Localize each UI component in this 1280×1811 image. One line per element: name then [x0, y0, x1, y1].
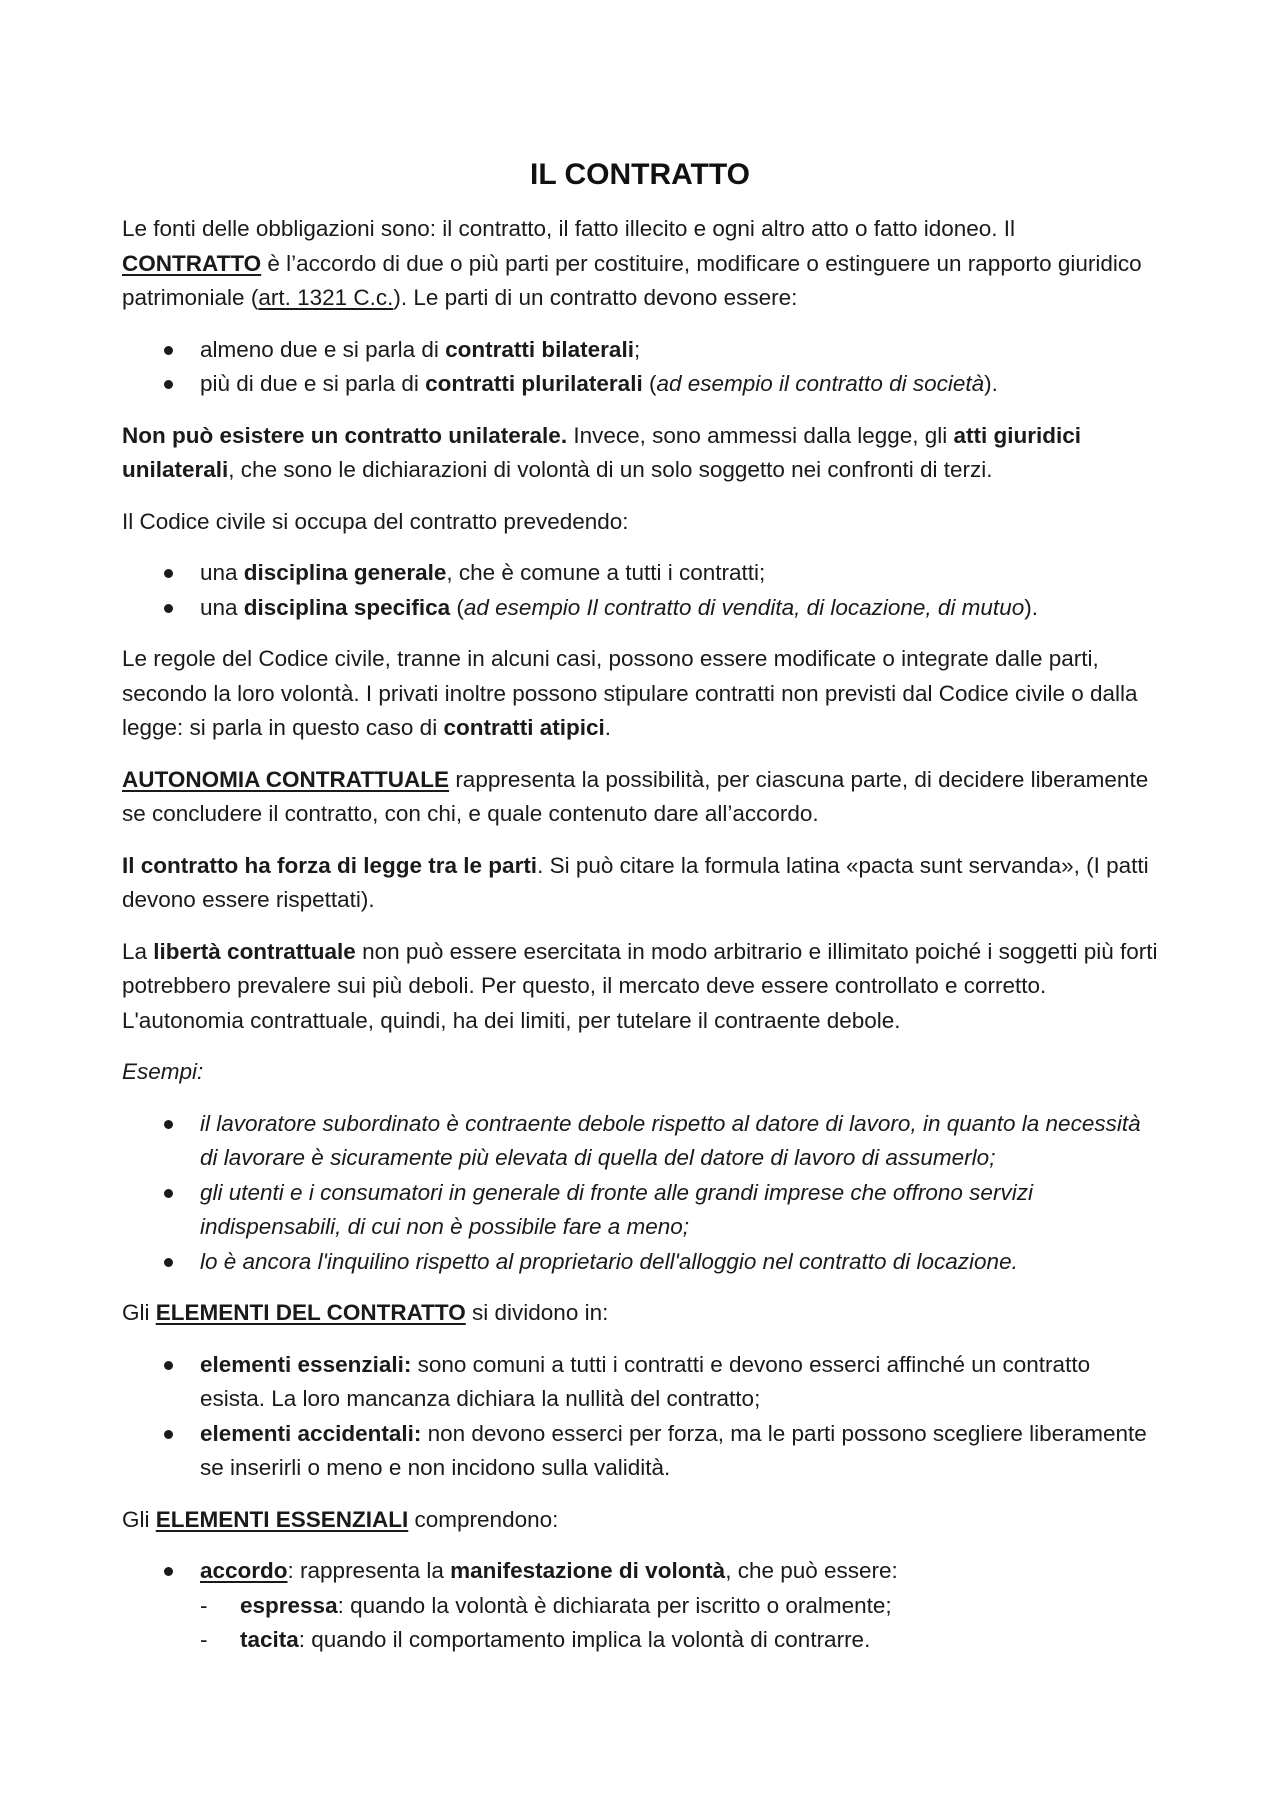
list-item: elementi accidentali: non devono esserci per forza, ma le parti possono scegliere liberamente se inserirli o meno e non incidono sulla validità.: [122, 1417, 1158, 1486]
paragraph-liberta: La libertà contrattuale non può essere esercitata in modo arbitrario e illimitato poiché i soggetti più forti potrebbero prevalere sui più deboli. Per questo, il mercato deve essere controllato e corretto. L'autonomia contrattuale, quindi, ha dei limiti, per tutelare il contraente debole.: [122, 938, 1158, 1033]
list-item: lo è ancora l'inquilino rispetto al proprietario dell'alloggio nel contratto di locazione.: [122, 1245, 1158, 1280]
document-title: IL CONTRATTO: [530, 158, 750, 191]
paragraph-forza-di-legge: Il contratto ha forza di legge tra le parti. Si può citare la formula latina «pacta sunt servanda», (I patti devono essere rispettati).: [122, 852, 1149, 912]
paragraph-autonomia: AUTONOMIA CONTRATTUALE rappresenta la possibilità, per ciascuna parte, di decidere liberamente se concludere il contratto, con chi, e quale contenuto dare all’accordo.: [122, 766, 1149, 826]
paragraph-unilateral: Non può esistere un contratto unilaterale. Invece, sono ammessi dalla legge, gli atti giuridici unilaterali, che sono le dichiarazioni di volontà di un solo soggetto nei confronti di terzi.: [122, 422, 1082, 482]
list-item: una disciplina generale, che è comune a tutti i contratti;: [122, 556, 1158, 591]
paragraph-codice-civile: Il Codice civile si occupa del contratto prevedendo:: [122, 508, 629, 534]
term-contratto: CONTRATTO: [122, 250, 262, 276]
list-item: elementi essenziali: sono comuni a tutti i contratti e devono esserci affinché un contratto esista. La loro mancanza dichiara la nullità del contratto;: [122, 1348, 1158, 1417]
paragraph-elementi: Gli ELEMENTI DEL CONTRATTO si dividono in:: [122, 1300, 609, 1325]
list-parties: [122, 333, 1158, 402]
term-elementi-contratto: ELEMENTI DEL CONTRATTO: [155, 1300, 466, 1325]
list-accordo-types: [200, 1589, 1158, 1658]
list-examples: [122, 1107, 1158, 1280]
list-disciplines: [122, 556, 1158, 625]
paragraph-esempi: Esempi:: [122, 1059, 204, 1084]
list-item: il lavoratore subordinato è contraente debole rispetto al datore di lavoro, in quanto la necessità di lavorare è sicuramente più elevata di quella del datore di lavoro di assumerlo;: [122, 1107, 1158, 1176]
list-item: almeno due e si parla di contratti bilaterali;: [122, 333, 1158, 368]
list-item: più di due e si parla di contratti plurilaterali (ad esempio il contratto di società).: [122, 367, 1158, 402]
list-essential-elements: [122, 1554, 1158, 1589]
list-element-types: [122, 1348, 1158, 1486]
list-item: - tacita: quando il comportamento implica la volontà di contrarre.: [200, 1623, 1158, 1658]
paragraph-definition: Le fonti delle obbligazioni sono: il contratto, il fatto illecito e ogni altro atto o fatto idoneo. Il CONTRATTO è l’accordo di due o più parti per costituire, modificare o estinguere un rapporto giuridico patrimoniale (art. 1321 C.c.). Le parti di un contratto devono essere:: [122, 216, 1142, 310]
list-item: accordo: rappresenta la manifestazione di volontà, che può essere:: [122, 1554, 1158, 1589]
paragraph-elementi-essenziali: Gli ELEMENTI ESSENZIALI comprendono:: [122, 1506, 559, 1532]
term-autonomia: AUTONOMIA CONTRATTUALE: [122, 766, 450, 792]
term-elementi-essenziali: ELEMENTI ESSENZIALI: [155, 1506, 409, 1532]
list-item: una disciplina specifica (ad esempio Il contratto di vendita, di locazione, di mutuo).: [122, 591, 1158, 626]
list-item: gli utenti e i consumatori in generale di fronte alle grandi imprese che offrono servizi indispensabili, di cui non è possibile fare a meno;: [122, 1176, 1158, 1245]
paragraph-rules: Le regole del Codice civile, tranne in alcuni casi, possono essere modificate o integrate dalle parti, secondo la loro volontà. I privati inoltre possono stipulare contratti non previsti dal Codice civile o dalla legge: si parla in questo caso di contratti atipici.: [122, 646, 1138, 740]
term-accordo: accordo: [200, 1558, 288, 1583]
article-reference: art. 1321 C.c.: [258, 285, 394, 310]
list-item: - espressa: quando la volontà è dichiarata per iscritto o oralmente;: [200, 1589, 1158, 1624]
